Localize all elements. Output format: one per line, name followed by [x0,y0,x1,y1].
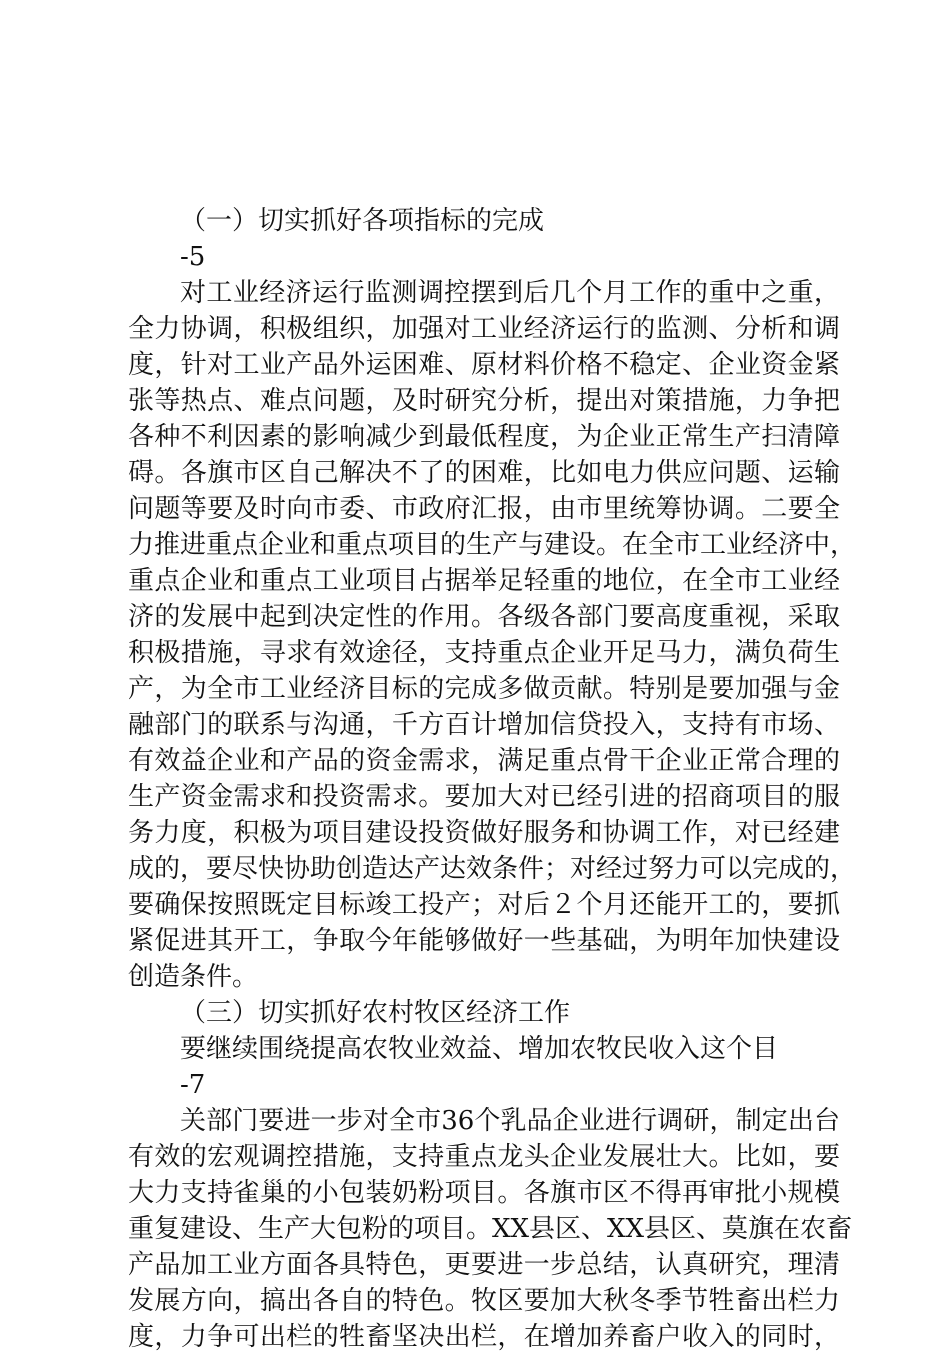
section-heading: （一）切实抓好各项指标的完成 [180,206,545,236]
paragraph-line: 度，针对工业产品外运困难、原材料价格不稳定、企业资金紧 [128,350,840,380]
paragraph-line: 重点企业和重点工业项目占据举足轻重的地位，在全市工业经 [128,566,840,596]
paragraph-line: 有效的宏观调控措施，支持重点龙头企业发展壮大。比如，要 [128,1142,840,1172]
paragraph-line: 对工业经济运行监测调控摆到后几个月工作的重中之重， [180,278,840,308]
paragraph-line: 产品加工业方面各具特色，更要进一步总结，认真研究，理清 [128,1250,840,1280]
paragraph-line: 生产资金需求和投资需求。要加大对已经引进的招商项目的服 [128,782,840,812]
paragraph-line: 积极措施，寻求有效途径，支持重点企业开足马力，满负荷生 [128,638,840,668]
paragraph-line: 务力度，积极为项目建设投资做好服务和协调工作，对已经建 [128,818,840,848]
section-heading: （三）切实抓好农村牧区经济工作 [180,998,571,1028]
paragraph-line: 全力协调，积极组织，加强对工业经济运行的监测、分析和调 [128,314,840,344]
paragraph-line: 各种不利因素的影响减少到最低程度，为企业正常生产扫清障 [128,422,840,452]
paragraph-line: 发展方向，搞出各自的特色。牧区要加大秋冬季节牲畜出栏力 [128,1286,840,1316]
paragraph-line: 碍。各旗市区自己解决不了的困难，比如电力供应问题、运输 [128,458,840,488]
paragraph-line: 问题等要及时向市委、市政府汇报，由市里统筹协调。二要全 [128,494,840,524]
paragraph-line: 有效益企业和产品的资金需求，满足重点骨干企业正常合理的 [128,746,840,776]
paragraph-line: 创造条件。 [128,962,259,992]
paragraph-line: 要继续围绕提高农牧业效益、增加农牧民收入这个目 [180,1034,779,1064]
paragraph-line: 要确保按照既定目标竣工投产；对后２个月还能开工的，要抓 [128,890,840,920]
paragraph-line: 产，为全市工业经济目标的完成多做贡献。特别是要加强与金 [128,674,840,704]
paragraph-line: 重复建设、生产大包粉的项目。XX县区、XX县区、莫旗在农畜 [128,1214,853,1244]
document-body [128,203,857,1355]
paragraph-line: 关部门要进一步对全市36个乳品企业进行调研，制定出台 [180,1106,840,1136]
paragraph-line: 大力支持雀巢的小包装奶粉项目。各旗市区不得再审批小规模 [128,1178,840,1208]
paragraph-line: 张等热点、难点问题，及时研究分析，提出对策措施，力争把 [128,386,840,416]
paragraph-line: 成的，要尽快协助创造达产达效条件；对经过努力可以完成的， [128,854,857,884]
paragraph-line: 力推进重点企业和重点项目的生产与建设。在全市工业经济中， [128,530,857,560]
page-marker: -5 [180,242,206,272]
paragraph-line: 融部门的联系与沟通，千方百计增加信贷投入，支持有市场、 [128,710,840,740]
paragraph-line: 济的发展中起到决定性的作用。各级各部门要高度重视，采取 [128,602,840,632]
paragraph-line: 度，力争可出栏的牲畜坚决出栏，在增加养畜户收入的同时， [128,1322,840,1352]
page-marker: -7 [180,1070,206,1100]
paragraph-line: 紧促进其开工，争取今年能够做好一些基础，为明年加快建设 [128,926,840,956]
